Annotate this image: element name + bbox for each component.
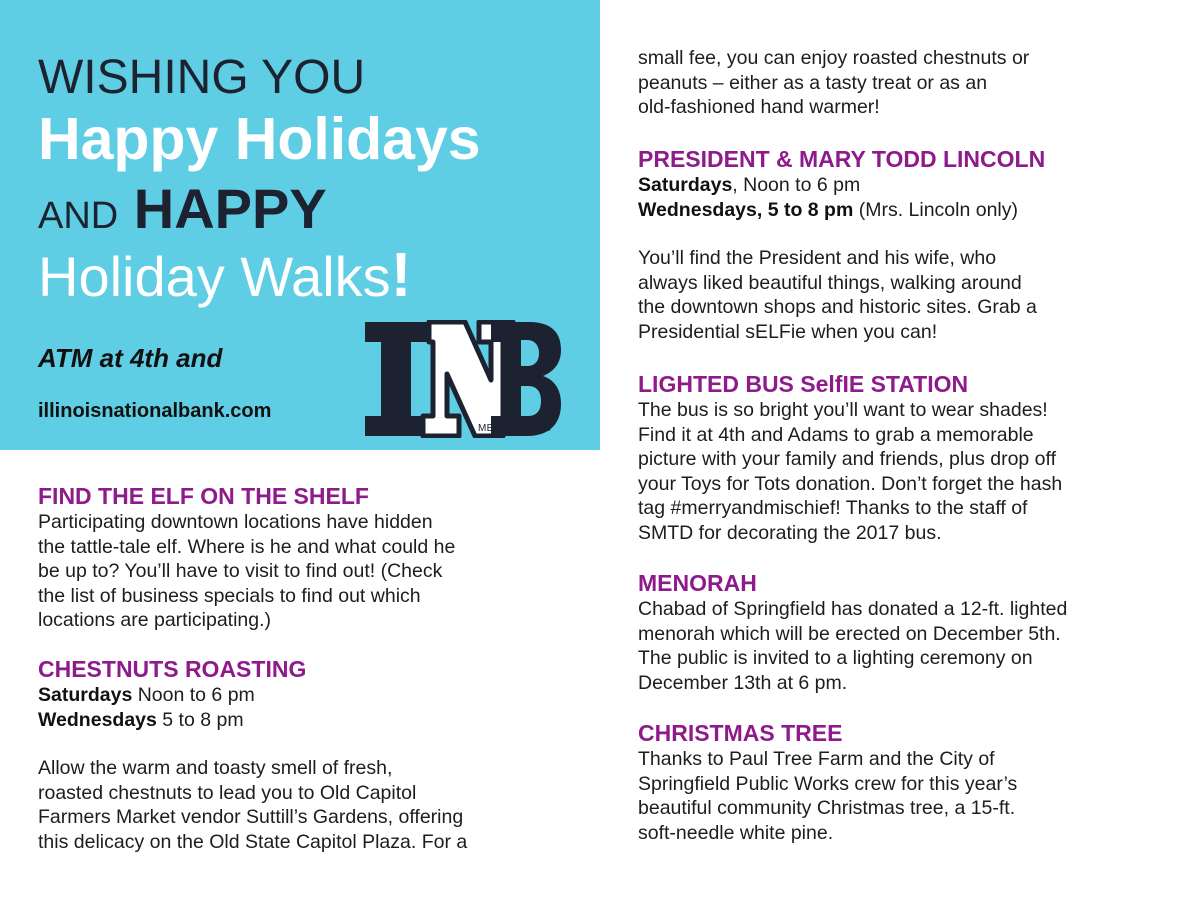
body-line: SMTD for decorating the 2017 bus. [638, 521, 942, 544]
website-link[interactable]: illinoisnationalbank.com [38, 400, 272, 422]
headline-happy: HAPPY [133, 177, 327, 240]
body-line: the downtown shops and historic sites. Grab a [638, 296, 1037, 318]
section-body [638, 173, 1045, 344]
body-line: locations are participating.) [38, 609, 272, 631]
schedule-line [638, 198, 1045, 223]
section-body [638, 747, 1017, 845]
body-line: Participating downtown locations have hidden [38, 511, 433, 533]
schedule-time: , Noon to 6 pm [732, 174, 861, 196]
headline-line-2: Happy Holidays [38, 106, 481, 172]
headline-and: AND [38, 195, 119, 237]
section-chestnuts-continued [638, 46, 1029, 120]
schedule-time: 5 to 8 pm [156, 708, 244, 731]
body-line: picture with your family and friends, plus drop off [638, 448, 1057, 470]
section-title: LIGHTED BUS SelfIE STATION [638, 371, 969, 397]
body-line: Springfield Public Works crew for this year’s [638, 772, 1018, 795]
section-title: CHESTNUTS ROASTING [38, 656, 307, 682]
member-fdic: MEMBER FDIC [478, 423, 552, 434]
headline-line-4 [38, 240, 411, 311]
body-line: menorah which will be erected on December 5th. [638, 622, 1061, 645]
section-body [38, 683, 467, 854]
section-chestnuts [38, 655, 467, 854]
section-title: PRESIDENT & MARY TODD LINCOLN [638, 146, 1046, 172]
body-line: be up to? You’ll have to visit to find out! (Check [38, 560, 443, 582]
schedule-line [638, 173, 1045, 198]
section-elf [38, 482, 455, 633]
schedule-line [38, 683, 467, 708]
body-line: You’ll find the President and his wife, who [638, 247, 997, 269]
body-line: soft-needle white pine. [638, 821, 834, 844]
body-line: Farmers Market vendor Suttill’s Gardens, offering [38, 806, 464, 828]
inb-logo-icon [363, 320, 563, 438]
schedule-day: Wednesdays [638, 198, 757, 221]
schedule-note: (Mrs. Lincoln only) [853, 198, 1019, 221]
body-line: Presidential sELFie when you can! [638, 320, 938, 343]
section-body [38, 510, 455, 633]
body-line: tag #merryandmischief! Thanks to the staff of [638, 497, 1028, 519]
body-line: beautiful community Christmas tree, a 15-ft. [638, 797, 1016, 819]
body-line: Find it at 4th and Adams to grab a memorable [638, 423, 1034, 446]
section-body [638, 398, 1062, 545]
section-tree [638, 719, 1017, 845]
body-line: roasted chestnuts to lead you to Old Capitol [38, 781, 417, 804]
body-line: small fee, you can enjoy roasted chestnuts or [638, 47, 1030, 69]
schedule-day: Saturdays [38, 684, 133, 706]
section-lincoln [638, 145, 1045, 344]
schedule-line [38, 708, 467, 733]
schedule-time: , 5 to 8 pm [756, 198, 854, 221]
body-line: Thanks to Paul Tree Farm and the City of [638, 748, 995, 770]
body-line: December 13th at 6 pm. [638, 671, 848, 694]
body-line: The public is invited to a lighting ceremony on [638, 647, 1033, 669]
body-line: the tattle-tale elf. Where is he and what could he [38, 535, 456, 558]
body-line: Chabad of Springfield has donated a 12-ft. lighted [638, 598, 1068, 620]
headline-exclamation: ! [390, 241, 412, 310]
section-title: FIND THE ELF ON THE SHELF [38, 483, 369, 509]
body-line: old-fashioned hand warmer! [638, 96, 880, 118]
schedule-day: Wednesdays [38, 708, 157, 731]
body-line: peanuts – either as a tasty treat or as an [638, 71, 988, 94]
schedule-day: Saturdays [638, 174, 733, 196]
holiday-banner [0, 0, 600, 450]
body-line: always liked beautiful things, walking around [638, 271, 1022, 294]
body-line: your Toys for Tots donation. Don’t forget the hash [638, 472, 1063, 495]
headline-walks: Holiday Walks [38, 245, 391, 308]
section-title: CHRISTMAS TREE [638, 720, 843, 746]
section-title: MENORAH [638, 570, 757, 596]
section-bus [638, 370, 1062, 545]
section-body [638, 597, 1067, 695]
section-menorah [638, 569, 1067, 695]
body-line: the list of business specials to find out which [38, 584, 421, 607]
body-line: this delicacy on the Old State Capitol Plaza. For a [38, 830, 468, 853]
headline-line-1: WISHING YOU [38, 51, 366, 104]
section-body [638, 46, 1029, 120]
body-line: The bus is so bright you’ll want to wear shades! [638, 399, 1048, 421]
atm-text: ATM at 4th and [38, 343, 223, 373]
body-line: Allow the warm and toasty smell of fresh, [38, 757, 393, 779]
schedule-time: Noon to 6 pm [132, 684, 255, 706]
headline-line-3 [38, 176, 327, 241]
